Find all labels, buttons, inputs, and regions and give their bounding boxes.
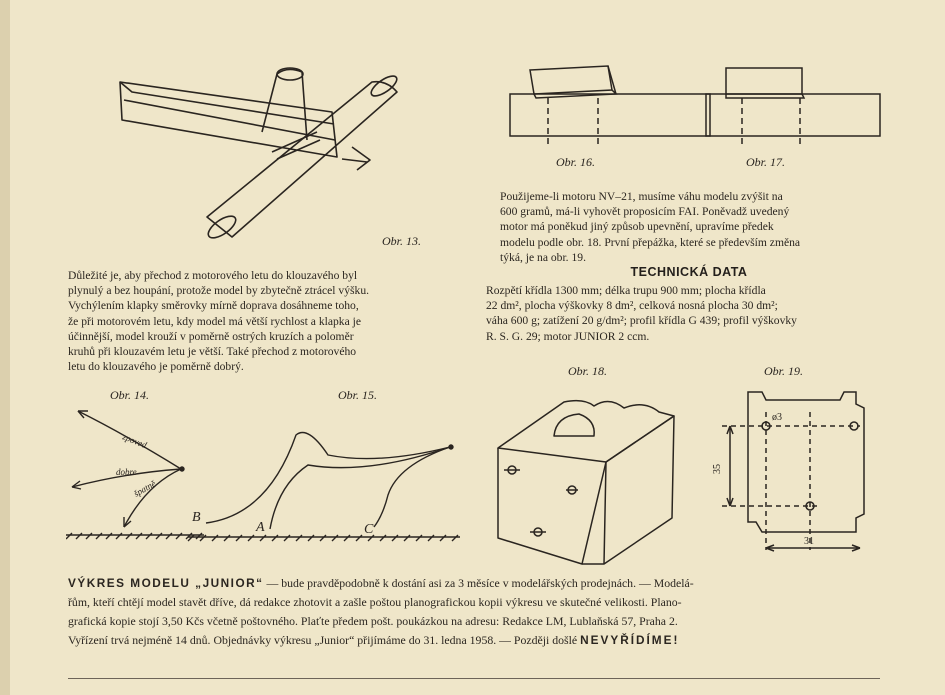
obr19-caption: Obr. 19. bbox=[764, 364, 804, 378]
notice-line-3: grafická kopie stojí 3,50 Kčs včetně poštovného. Plaťte předem pošt. poukázkou na adresu: Redakce LM, Lublaňská 57, Praha 2. bbox=[68, 614, 678, 628]
obr13-caption: Obr. 13. bbox=[382, 234, 422, 248]
obr13-airplane-drawing bbox=[112, 62, 412, 262]
obr19-hole-label: ø3 bbox=[772, 412, 782, 423]
obr14-path-low bbox=[124, 469, 181, 527]
obr16-drawing bbox=[508, 58, 713, 148]
left-paragraph-line: účinnější, model krouží v poměrně ostrých kruzích a poloměr bbox=[68, 329, 354, 343]
obr19-bulkhead-drawing bbox=[700, 382, 890, 562]
obr14-label-top: zpoved bbox=[121, 431, 149, 451]
right-paragraph bbox=[500, 189, 878, 265]
tech-data-line: váha 600 g; zatížení 20 g/dm²; profil křídla G 439; profil výškovky bbox=[486, 314, 797, 328]
left-paragraph-line: kruhů při klouzavém letu je větší. Také přechod z motorového bbox=[68, 345, 357, 359]
notice-line-1-rest: — bude pravděpodobně k dostání asi za 3 měsíce v modelářských prodejnách. — Modelá- bbox=[263, 576, 694, 590]
notice-line-1 bbox=[68, 574, 880, 593]
obr14-label-low: špatně bbox=[132, 478, 158, 499]
tech-data-line: R. S. G. 29; motor JUNIOR 2 ccm. bbox=[486, 329, 650, 343]
right-paragraph-line: 600 gramů, má-li vyhovět proposicím FAI. Poněvadž uvedený bbox=[500, 205, 790, 219]
obr15-label-b: B bbox=[192, 510, 201, 525]
right-paragraph-line: Použijeme-li motoru NV–21, musíme váhu modelu zvýšit na bbox=[500, 190, 783, 203]
obr18-caption: Obr. 18. bbox=[568, 364, 608, 378]
obr16-caption: Obr. 16. bbox=[556, 155, 596, 169]
obr18-top-face bbox=[498, 401, 674, 462]
tech-data-line: Rozpětí křídla 1300 mm; délka trupu 900 mm; plocha křídla bbox=[486, 284, 766, 297]
tech-data-paragraph bbox=[486, 283, 878, 344]
left-paragraph bbox=[68, 268, 468, 374]
obr15-caption: Obr. 15. bbox=[338, 388, 378, 402]
left-paragraph-line: Důležité je, aby přechod z motorového letu do klouzavého byl bbox=[68, 269, 358, 282]
obr15-label-a: A bbox=[256, 520, 265, 535]
obr17-caption: Obr. 17. bbox=[746, 155, 786, 169]
notice-title: VÝKRES MODELU „JUNIOR“ bbox=[68, 576, 264, 590]
tech-data-heading: TECHNICKÁ DATA bbox=[630, 265, 748, 279]
obr15-label-c: C bbox=[364, 522, 374, 537]
left-paragraph-line: Vychýlením klapky směrovky mírně doprava dosáhneme toho, bbox=[68, 299, 359, 313]
drawing-order-notice bbox=[68, 574, 880, 650]
left-paragraph-line: plynulý a bez houpání, protože model by zbytečně ztrácel výšku. bbox=[68, 284, 370, 298]
tech-data-line: 22 dm², plocha výškovky 8 dm², celková nosná plocha 30 dm²; bbox=[486, 299, 778, 313]
right-paragraph-line: týká, je na obr. 19. bbox=[500, 250, 586, 264]
obr14-label-mid: dobre bbox=[116, 467, 137, 477]
bottom-rule bbox=[68, 678, 880, 679]
right-paragraph-line: modelu podle obr. 18. První přepážka, které se především změna bbox=[500, 235, 801, 249]
obr15-path-c bbox=[374, 447, 450, 527]
obr19-height-label: 35 bbox=[712, 464, 723, 474]
obr15-path-b bbox=[206, 433, 450, 524]
notice-line-2: řům, kteří chtějí model stavět dříve, dá redakce zhotovit a zašle poštou planografickou kopii výkresu ve skutečné velikosti. Plano- bbox=[68, 595, 682, 609]
obr19-width-label: 31 bbox=[804, 536, 814, 547]
obr14-caption: Obr. 14. bbox=[110, 388, 150, 402]
obr18-block-drawing bbox=[494, 378, 689, 568]
right-paragraph-line: motor má poněkud jiný způsob upevnění, upravíme předek bbox=[500, 220, 774, 234]
left-paragraph-line: letu do klouzavého je poměrně dobrý. bbox=[68, 360, 244, 374]
notice-line-4 bbox=[68, 631, 880, 650]
notice-line-4-start: Vyřízení trvá nejméně 14 dnů. Objednávky výkresu „Junior“ přijímáme do 31. ledna 1958. — Později došlé bbox=[68, 633, 581, 647]
obr15-flight-paths-drawing bbox=[178, 405, 463, 545]
notice-emphasis: NEVYŘÍDÍME! bbox=[580, 633, 680, 647]
left-paragraph-line: že při motorovém letu, kdy model má větší rychlost a klapka je bbox=[68, 314, 361, 328]
obr17-drawing bbox=[704, 58, 884, 148]
